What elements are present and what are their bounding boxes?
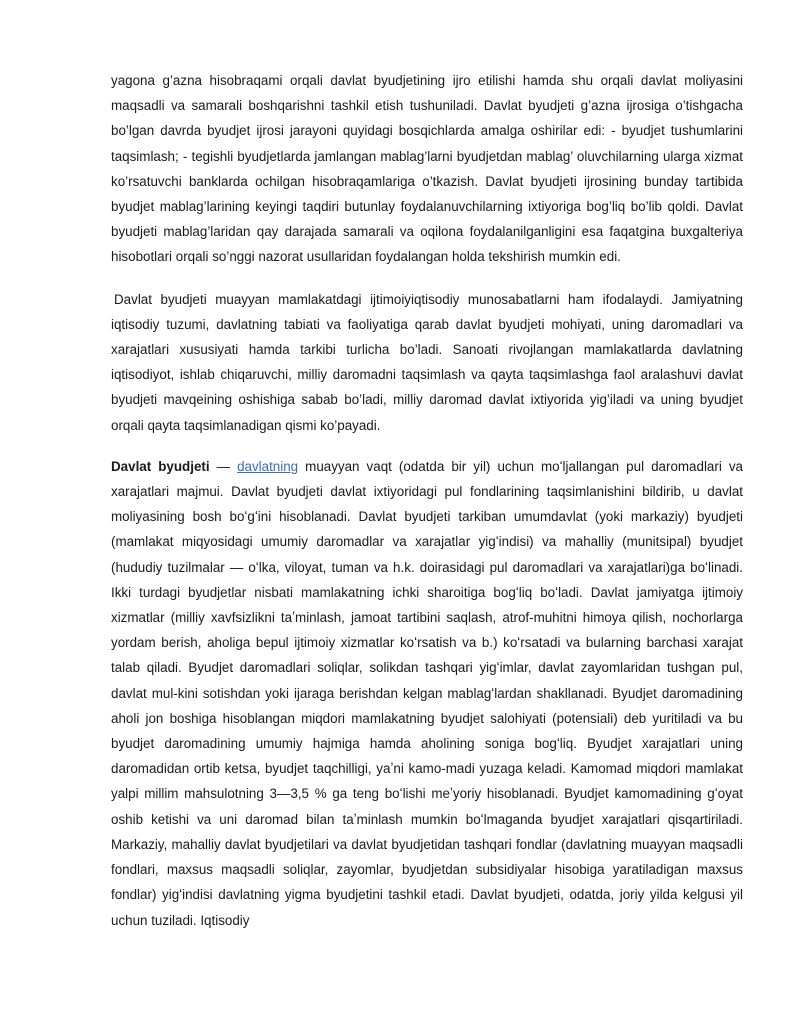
paragraph-budget-relations: Davlat byudjeti muayyan mamlakatdagi ijtimoiyiqtisodiy munosabatlarni ham ifodalaydi. Jamiyatning iqtisodiy tuzumi, davlatning tabiati va faoliyatiga qarab davlat byudjeti mohiyati, uning daromadlari va xarajatlari xususiyati hamda tarkibi turlicha bo’ladi. Sanoati rivojlangan mamlakatlarda davlatning iqtisodiyot, ishlab chiqaruvchi, milliy daromadni taqsimlash va qayta taqsimlashga faol aralashuvi davlat byudjeti mavqeining oshishiga sabab bo’ladi, milliy daromad davlat ixtiyorida yig’iladi va uning byudjet orqali qayta taqsimlanadigan qismi ko’payadi. <box>111 291 743 433</box>
paragraph-budget-definition <box>111 454 743 933</box>
link-davlatning[interactable]: davlatning <box>237 458 299 474</box>
term-davlat-byudjeti: Davlat byudjeti <box>111 458 210 474</box>
paragraph-treasury-execution: yagona g’azna hisobraqami orqali davlat byudjetining ijro etilishi hamda shu orqali davlat moliyasini maqsadli va samarali boshqarishni tashkil etish tushuniladi. Davlat byudjeti g’azna ijrosiga o’tishgacha bo’lgan davrda byudjet ijrosi jarayoni quyidagi bosqichlarda amalga oshirilar edi: - byudjet tushumlarini taqsimlash; - tegishli byudjetlarda jamlangan mablag’larni byudjetdan mablag’ oluvchilarning ularga xizmat ko’rsatuvchi banklarda ochilgan hisobraqamlariga o’tkazish. Davlat byudjeti ijrosining bunday tartibida byudjet mablag’larining keyingi taqdiri butunlay foydalanuvchilarning ixtiyoriga bog’liq bo’lib qoldi. Davlat byudjeti mablag’laridan qay darajada samarali va oqilona foydalanilganligini esa faqatgina buxgalteriya hisobotlari orqali so’nggi nazorat usullaridan foydalangan holda tekshirish mumkin edi. <box>111 73 743 265</box>
definition-text: muayyan vaqt (odatda bir yil) uchun moʻljallangan pul daromadlari va xarajatlari majmui. Davlat byudjeti davlat ixtiyoridagi pul fondlarining taqsimlanishini bildirib, u davlat moliyasining bosh boʻgʻini hisoblanadi. Davlat byudjeti tarkiban umumdavlat (yoki markaziy) byudjeti (mamlakat miqyosidagi umumiy daromadlar va xarajatlar yigʻindisi) va mahalliy (munitsipal) byudjet (hududiy tuzilmalar — oʻlka, viloyat, tuman va h.k. doirasidagi pul daromadlari va xarajatlari)ga boʻlinadi. Ikki turdagi byudjetlar nisbati mamlakatning ichki sharoitiga bogʻliq boʻladi. Davlat jamiyatga ijtimoiy xizmatlar (milliy xavfsizlikni taʼminlash, jamoat tartibini saqlash, atrof-muhitni himoya qilish, nochorlarga yordam berish, aholiga bepul ijtimoiy xizmatlar koʻrsatish va b.) koʻrsatadi va bularning barchasi xarajat talab qiladi. Byudjet daromadlari soliqlar, solikdan tashqari yigʻimlar, davlat zayomlaridan tushgan pul, davlat mul-kini sotishdan yoki ijaraga berishdan kelgan mablagʻlardan shakllanadi. Byudjet daromadining aholi jon boshiga hisoblangan miqdori mamlakatning byudjet salohiyati (potensiali) deb yuritiladi va bu byudjet daromadining umumiy hajmiga hamda aholining soniga bogʻliq. Byudjet xarajatlari uning daromadidan ortib ketsa, byudjet taqchilligi, yaʼni kamo-madi yuzaga keladi. Kamomad miqdori mamlakat yalpi millim mahsulotning 3—3,5 % ga teng boʻlishi meʼyoriy hisoblanadi. Byudjet kamomadining gʻoyat oshib ketishi va uni daromad bilan taʼminlash mumkin boʻlmaganda byudjet xarajatlari qisqartiriladi. Markaziy, mahalliy davlat byudjetilari va davlat byudjetidan tashqari fondlar (davlatning muayyan maqsadli fondlari, maxsus maqsadli soliqlar, zayomlar, byudjetdan subsidiyalar hisobiga yaratiladigan maxsus fondlar) yigʻindisi davlatning yigma byudjetini tashkil etadi. Davlat byudjeti, odatda, joriy yilda kelgusi yil uchun tuziladi. Iqtisodiy <box>111 458 743 928</box>
document-page <box>111 68 743 933</box>
term-dash: — <box>209 458 238 474</box>
